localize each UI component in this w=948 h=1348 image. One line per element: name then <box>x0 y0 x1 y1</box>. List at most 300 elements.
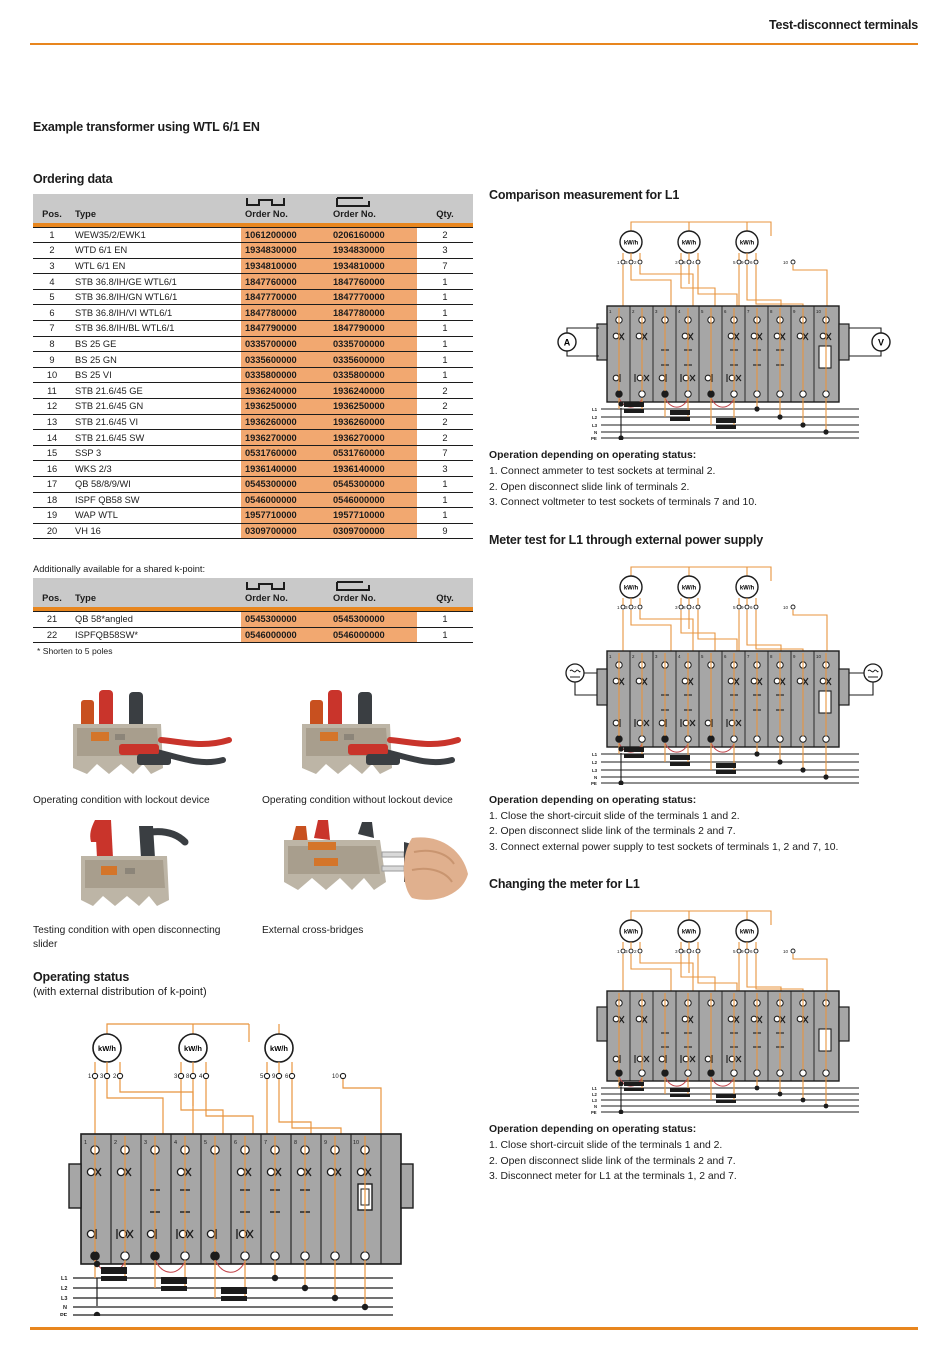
svg-text:8: 8 <box>683 949 686 954</box>
cell-order-2: 0545300000 <box>329 611 417 627</box>
cell-pos: 5 <box>33 289 71 305</box>
rail-ts35-flat-icon <box>333 197 413 208</box>
svg-text:6: 6 <box>750 260 753 265</box>
kpoint-table <box>33 578 473 673</box>
svg-text:1: 1 <box>84 1139 88 1146</box>
cell-order-2: 1957710000 <box>329 508 417 524</box>
diagram-meter-test <box>489 555 919 785</box>
photo-caption-4: External cross-bridges <box>262 924 364 936</box>
svg-text:3: 3 <box>655 653 658 659</box>
svg-text:kW/h: kW/h <box>681 929 697 936</box>
svg-text:L2: L2 <box>61 1285 68 1292</box>
cell-order-2: 1847780000 <box>329 305 417 321</box>
terminal-photo-no-lockout <box>262 682 473 792</box>
cell-order-2: 1847790000 <box>329 321 417 337</box>
svg-text:1: 1 <box>88 1073 92 1080</box>
ops-block-1 <box>489 450 919 511</box>
cell-pos: 22 <box>33 627 71 643</box>
svg-text:9: 9 <box>793 653 796 659</box>
ops-step-2-2: 2. Open disconnect slide link of the terminals 2 and 7. <box>489 826 736 837</box>
cell-type: WTL 6/1 EN <box>71 258 241 274</box>
photo-cell-4 <box>262 812 473 952</box>
cell-order-2: 0335800000 <box>329 367 417 383</box>
cell-order-1: 1936260000 <box>241 414 329 430</box>
terminal-photo-open-slider <box>33 812 244 922</box>
col-header-type: Type <box>71 194 241 223</box>
svg-text:1: 1 <box>609 309 612 314</box>
cell-pos: 8 <box>33 336 71 352</box>
cell-qty: 9 <box>417 523 473 539</box>
cell-qty: 1 <box>417 336 473 352</box>
cell-pos: 2 <box>33 243 71 259</box>
svg-text:L1: L1 <box>592 751 598 757</box>
cell-order-1: 1957710000 <box>241 508 329 524</box>
cell-type: STB 21.6/45 SW <box>71 430 241 446</box>
ops-heading-1: Operation depending on operating status: <box>489 450 697 461</box>
cell-pos: 7 <box>33 321 71 337</box>
cell-type: QB 58*angled <box>71 611 241 627</box>
cell-type: STB 36.8/IH/VI WTL6/1 <box>71 305 241 321</box>
cell-qty: 1 <box>417 508 473 524</box>
cell-order-1: 0531760000 <box>241 445 329 461</box>
cell-order-2: 0335600000 <box>329 352 417 368</box>
svg-text:4: 4 <box>692 260 695 265</box>
table-row <box>33 274 473 290</box>
svg-text:L1: L1 <box>592 407 598 412</box>
cell-order-1: 1934810000 <box>241 258 329 274</box>
svg-text:4: 4 <box>692 604 695 610</box>
cell-order-1: 1061200000 <box>241 227 329 243</box>
table-row <box>33 461 473 477</box>
svg-text:1: 1 <box>617 260 620 265</box>
section-changing-meter <box>489 877 919 1185</box>
table-row <box>33 414 473 430</box>
cell-order-2: 1934830000 <box>329 243 417 259</box>
ordering-data-table <box>33 194 473 554</box>
cell-qty: 1 <box>417 289 473 305</box>
col-header-pos: Pos. <box>33 194 71 223</box>
cell-pos: 15 <box>33 445 71 461</box>
cell-order-2: 0309700000 <box>329 523 417 539</box>
kpoint-col-order1 <box>241 578 329 607</box>
svg-text:3: 3 <box>625 604 628 610</box>
cell-qty: 1 <box>417 352 473 368</box>
kpoint-footnote: * Shorten to 5 poles <box>33 643 473 659</box>
cell-qty: 3 <box>417 461 473 477</box>
svg-text:5: 5 <box>733 604 736 610</box>
cell-type: WEW35/2/EWK1 <box>71 227 241 243</box>
ops-step-1-1: 1. Connect ammeter to test sockets at terminal 2. <box>489 466 716 477</box>
cell-order-1: 1847780000 <box>241 305 329 321</box>
cell-pos: 4 <box>33 274 71 290</box>
svg-text:2: 2 <box>114 1139 118 1146</box>
cell-pos: 10 <box>33 367 71 383</box>
cell-type: SSP 3 <box>71 445 241 461</box>
svg-text:4: 4 <box>692 949 695 954</box>
table-row <box>33 258 473 274</box>
terminal-photo-lockout <box>33 682 244 792</box>
cell-qty: 2 <box>417 414 473 430</box>
svg-text:3: 3 <box>625 949 628 954</box>
operating-status-title: Operating status <box>33 969 130 984</box>
svg-text:10: 10 <box>783 604 789 610</box>
cell-order-2: 1936260000 <box>329 414 417 430</box>
cell-order-1: 0335600000 <box>241 352 329 368</box>
svg-text:kW/h: kW/h <box>623 585 639 591</box>
svg-text:L3: L3 <box>592 1098 597 1103</box>
footer-rule <box>30 1327 918 1330</box>
table-row <box>33 227 473 243</box>
svg-text:N: N <box>594 430 598 435</box>
svg-text:kW/h: kW/h <box>739 585 755 591</box>
svg-text:5: 5 <box>733 949 736 954</box>
table-row <box>33 627 473 643</box>
photo-cell-3 <box>33 812 244 952</box>
svg-text:A: A <box>563 337 571 348</box>
cell-order-2: 1936250000 <box>329 399 417 415</box>
svg-text:L1: L1 <box>61 1275 68 1282</box>
svg-text:2: 2 <box>113 1073 117 1080</box>
svg-text:kW/h: kW/h <box>739 240 755 247</box>
svg-text:4: 4 <box>678 309 681 314</box>
svg-text:9: 9 <box>272 1073 276 1080</box>
svg-text:PE: PE <box>591 1110 597 1114</box>
section-title-3: Changing the meter for L1 <box>489 877 640 891</box>
ordering-table-body <box>33 227 473 539</box>
svg-text:9: 9 <box>741 260 744 265</box>
svg-text:8: 8 <box>770 653 773 659</box>
svg-text:kW/h: kW/h <box>184 1043 202 1053</box>
kpoint-col-qty: Qty. <box>417 578 473 607</box>
cell-qty: 1 <box>417 611 473 627</box>
page-header-title: Test-disconnect terminals <box>769 18 918 32</box>
cell-order-2: 0546000000 <box>329 627 417 643</box>
cell-order-1: 0335700000 <box>241 336 329 352</box>
kpoint-header-row <box>33 578 473 607</box>
cell-order-2: 1936270000 <box>329 430 417 446</box>
right-column <box>489 188 919 1203</box>
cell-qty: 2 <box>417 430 473 446</box>
svg-text:kW/h: kW/h <box>98 1043 116 1053</box>
svg-text:2: 2 <box>634 260 637 265</box>
table-row <box>33 508 473 524</box>
ops-step-3-1: 1. Close short-circuit slide of the terminals 1 and 2. <box>489 1140 723 1151</box>
svg-text:N: N <box>594 774 598 780</box>
ops-step-3-2: 2. Open disconnect slide link of the terminals 2 and 7. <box>489 1155 736 1167</box>
table-row <box>33 352 473 368</box>
svg-text:10: 10 <box>783 260 789 265</box>
cell-pos: 17 <box>33 477 71 493</box>
table-row <box>33 399 473 415</box>
photo-row-1 <box>33 682 473 808</box>
cell-pos: 19 <box>33 508 71 524</box>
kpoint-col-order2-label: Order No. <box>333 593 376 604</box>
svg-text:10: 10 <box>332 1073 339 1080</box>
svg-text:5: 5 <box>701 653 704 659</box>
svg-text:L2: L2 <box>592 1092 597 1097</box>
section-comparison-measurement <box>489 188 919 511</box>
svg-text:5: 5 <box>260 1073 264 1080</box>
cell-order-2: 0545300000 <box>329 477 417 493</box>
rail-ts35-deep-icon <box>245 197 325 208</box>
svg-text:kW/h: kW/h <box>270 1043 288 1053</box>
operating-status-diagram <box>33 1006 473 1316</box>
cell-order-2: 0531760000 <box>329 445 417 461</box>
cell-order-2: 0335700000 <box>329 336 417 352</box>
cell-pos: 18 <box>33 492 71 508</box>
svg-text:6: 6 <box>724 653 727 659</box>
svg-text:7: 7 <box>747 309 750 314</box>
diagram-comparison-measurement <box>489 210 919 440</box>
photo-caption-1: Operating condition with lockout device <box>33 794 210 806</box>
photo-caption-2: Operating condition without lockout device <box>262 794 453 806</box>
photo-row-2 <box>33 812 473 952</box>
table-bottom-gray-bar <box>33 539 473 555</box>
cell-type: STB 36.8/IH/GE WTL6/1 <box>71 274 241 290</box>
cell-type: STB 21.6/45 GE <box>71 383 241 399</box>
svg-text:8: 8 <box>683 260 686 265</box>
col-header-order2 <box>329 194 417 223</box>
svg-text:4: 4 <box>678 653 681 659</box>
operating-status-subtitle: (with external distribution of k-point) <box>33 985 207 998</box>
cell-pos: 13 <box>33 414 71 430</box>
svg-text:L3: L3 <box>592 423 598 428</box>
svg-text:6: 6 <box>750 604 753 610</box>
svg-text:kW/h: kW/h <box>739 929 755 936</box>
table-row <box>33 477 473 493</box>
cell-pos: 9 <box>33 352 71 368</box>
svg-text:4: 4 <box>174 1139 178 1146</box>
operating-status-block <box>33 970 473 1316</box>
svg-text:3: 3 <box>174 1073 178 1080</box>
cell-pos: 14 <box>33 430 71 446</box>
cell-qty: 1 <box>417 367 473 383</box>
table-header-row <box>33 194 473 223</box>
cell-pos: 11 <box>33 383 71 399</box>
cell-order-2: 1847760000 <box>329 274 417 290</box>
cell-type: ISPFQB58SW* <box>71 627 241 643</box>
cell-type: QB 58/8/9/WI <box>71 477 241 493</box>
svg-text:8: 8 <box>770 309 773 314</box>
section-title-2: Meter test for L1 through external power supply <box>489 532 763 547</box>
svg-text:1: 1 <box>617 949 620 954</box>
svg-text:1: 1 <box>609 653 612 659</box>
ops-block-2 <box>489 795 919 856</box>
kpoint-bottom-accent-bar <box>33 658 473 674</box>
photo-cell-1 <box>33 682 244 808</box>
cell-order-1: 0546000000 <box>241 627 329 643</box>
svg-text:kW/h: kW/h <box>623 240 639 247</box>
cell-qty: 2 <box>417 383 473 399</box>
svg-text:kW/h: kW/h <box>623 929 639 936</box>
col-header-order1 <box>241 194 329 223</box>
cell-pos: 20 <box>33 523 71 539</box>
cell-order-2: 1936240000 <box>329 383 417 399</box>
svg-text:L3: L3 <box>61 1295 68 1302</box>
svg-text:5: 5 <box>701 309 704 314</box>
kpoint-footnote-row <box>33 643 473 659</box>
cell-type: VH 16 <box>71 523 241 539</box>
cell-order-1: 0546000000 <box>241 492 329 508</box>
cell-order-1: 1936250000 <box>241 399 329 415</box>
kpoint-col-pos: Pos. <box>33 578 71 607</box>
cell-pos: 12 <box>33 399 71 415</box>
col-header-qty: Qty. <box>417 194 473 223</box>
cell-order-1: 0309700000 <box>241 523 329 539</box>
svg-text:8: 8 <box>186 1073 190 1080</box>
ops-step-2-3: 3. Connect external power supply to test sockets of terminals 1, 2 and 7, 10. <box>489 841 839 853</box>
svg-text:N: N <box>63 1304 67 1311</box>
svg-text:PE: PE <box>591 780 597 785</box>
ops-step-1-2: 2. Open disconnect slide link of terminals 2. <box>489 481 690 493</box>
ops-step-3-3: 3. Disconnect meter for L1 at the terminals 1, 2 and 7. <box>489 1171 737 1182</box>
svg-text:2: 2 <box>634 949 637 954</box>
svg-text:7: 7 <box>264 1139 268 1146</box>
svg-text:8: 8 <box>683 604 686 610</box>
table-row <box>33 336 473 352</box>
cell-qty: 7 <box>417 258 473 274</box>
svg-text:L3: L3 <box>592 767 598 773</box>
svg-text:PE: PE <box>591 436 597 440</box>
table-row <box>33 321 473 337</box>
svg-text:9: 9 <box>793 309 796 314</box>
ops-heading-3: Operation depending on operating status: <box>489 1124 697 1135</box>
cell-type: STB 36.8/IH/BL WTL6/1 <box>71 321 241 337</box>
svg-text:6: 6 <box>724 309 727 314</box>
cell-order-1: 1847770000 <box>241 289 329 305</box>
svg-text:9: 9 <box>741 949 744 954</box>
table-row <box>33 430 473 446</box>
cell-qty: 7 <box>417 445 473 461</box>
svg-text:4: 4 <box>199 1073 203 1080</box>
svg-text:V: V <box>877 337 885 348</box>
svg-text:L2: L2 <box>592 759 598 765</box>
cell-type: STB 21.6/45 GN <box>71 399 241 415</box>
cell-type: BS 25 VI <box>71 367 241 383</box>
col-header-order1-label: Order No. <box>245 209 288 219</box>
cell-pos: 3 <box>33 258 71 274</box>
table-row <box>33 523 473 539</box>
rail-ts35-flat-icon <box>333 581 413 592</box>
svg-text:L1: L1 <box>592 1086 597 1091</box>
svg-text:5: 5 <box>733 260 736 265</box>
table-row <box>33 243 473 259</box>
photo-cell-2 <box>262 682 473 808</box>
cell-order-1: 0545300000 <box>241 611 329 627</box>
cell-order-1: 1847760000 <box>241 274 329 290</box>
svg-text:5: 5 <box>204 1139 208 1146</box>
cell-order-1: 1936240000 <box>241 383 329 399</box>
cell-type: WAP WTL <box>71 508 241 524</box>
table-row <box>33 611 473 627</box>
cell-pos: 1 <box>33 227 71 243</box>
kpoint-col-type: Type <box>71 578 241 607</box>
svg-text:9: 9 <box>741 604 744 610</box>
cell-order-1: 1934830000 <box>241 243 329 259</box>
cell-type: STB 21.6/45 VI <box>71 414 241 430</box>
svg-text:3: 3 <box>625 260 628 265</box>
cell-qty: 1 <box>417 477 473 493</box>
cell-qty: 3 <box>417 243 473 259</box>
cell-pos: 21 <box>33 611 71 627</box>
cell-order-1: 1847790000 <box>241 321 329 337</box>
cell-type: ISPF QB58 SW <box>71 492 241 508</box>
cell-type: BS 25 GN <box>71 352 241 368</box>
cell-order-2: 1847770000 <box>329 289 417 305</box>
cell-pos: 6 <box>33 305 71 321</box>
svg-text:6: 6 <box>234 1139 238 1146</box>
kpoint-col-order1-label: Order No. <box>245 593 288 604</box>
cell-order-2: 0546000000 <box>329 492 417 508</box>
svg-text:6: 6 <box>750 949 753 954</box>
rail-ts35-deep-icon <box>245 581 325 592</box>
diagram-changing-meter <box>489 899 919 1114</box>
photo-gallery <box>33 682 473 952</box>
svg-text:9: 9 <box>324 1139 328 1146</box>
svg-text:L2: L2 <box>592 415 598 420</box>
svg-text:kW/h: kW/h <box>681 585 697 591</box>
cell-type: WKS 2/3 <box>71 461 241 477</box>
svg-text:2: 2 <box>634 604 637 610</box>
section-meter-test <box>489 533 919 856</box>
cell-qty: 2 <box>417 399 473 415</box>
cell-type: WTD 6/1 EN <box>71 243 241 259</box>
cell-qty: 1 <box>417 305 473 321</box>
kpoint-note: Additionally available for a shared k-point: <box>33 564 206 575</box>
cell-type: BS 25 GE <box>71 336 241 352</box>
kpoint-table-body <box>33 611 473 642</box>
cell-order-1: 0335800000 <box>241 367 329 383</box>
svg-text:3: 3 <box>675 260 678 265</box>
photo-caption-3: Testing condition with open disconnecting slider <box>33 924 221 950</box>
table-row <box>33 367 473 383</box>
table-row <box>33 445 473 461</box>
table-row <box>33 492 473 508</box>
cell-qty: 2 <box>417 227 473 243</box>
svg-text:3: 3 <box>100 1073 104 1080</box>
svg-text:10: 10 <box>816 309 821 314</box>
svg-text:6: 6 <box>285 1073 289 1080</box>
svg-text:10: 10 <box>783 949 789 954</box>
svg-text:1: 1 <box>617 604 620 610</box>
cell-order-1: 1936140000 <box>241 461 329 477</box>
svg-text:7: 7 <box>747 653 750 659</box>
ops-block-3 <box>489 1124 919 1185</box>
svg-text:2: 2 <box>632 309 635 314</box>
kpoint-col-order2 <box>329 578 417 607</box>
ops-step-1-3: 3. Connect voltmeter to test sockets of terminals 7 and 10. <box>489 497 757 508</box>
table-row <box>33 289 473 305</box>
cell-qty: 1 <box>417 321 473 337</box>
ordering-data-title: Ordering data <box>33 172 113 186</box>
ordering-table-wrap <box>33 194 473 554</box>
cell-pos: 16 <box>33 461 71 477</box>
svg-text:3: 3 <box>655 309 658 314</box>
cell-qty: 1 <box>417 627 473 643</box>
svg-text:kW/h: kW/h <box>681 240 697 247</box>
cell-order-2: 1936140000 <box>329 461 417 477</box>
cell-type: STB 36.8/IH/GN WTL6/1 <box>71 289 241 305</box>
svg-text:10: 10 <box>816 653 821 659</box>
table-row <box>33 383 473 399</box>
svg-text:2: 2 <box>632 653 635 659</box>
cell-order-1: 0545300000 <box>241 477 329 493</box>
svg-text:3: 3 <box>675 604 678 610</box>
example-title: Example transformer using WTL 6/1 EN <box>33 120 260 134</box>
section-title-1: Comparison measurement for L1 <box>489 188 680 202</box>
cell-order-2: 1934810000 <box>329 258 417 274</box>
left-column <box>33 120 473 1322</box>
